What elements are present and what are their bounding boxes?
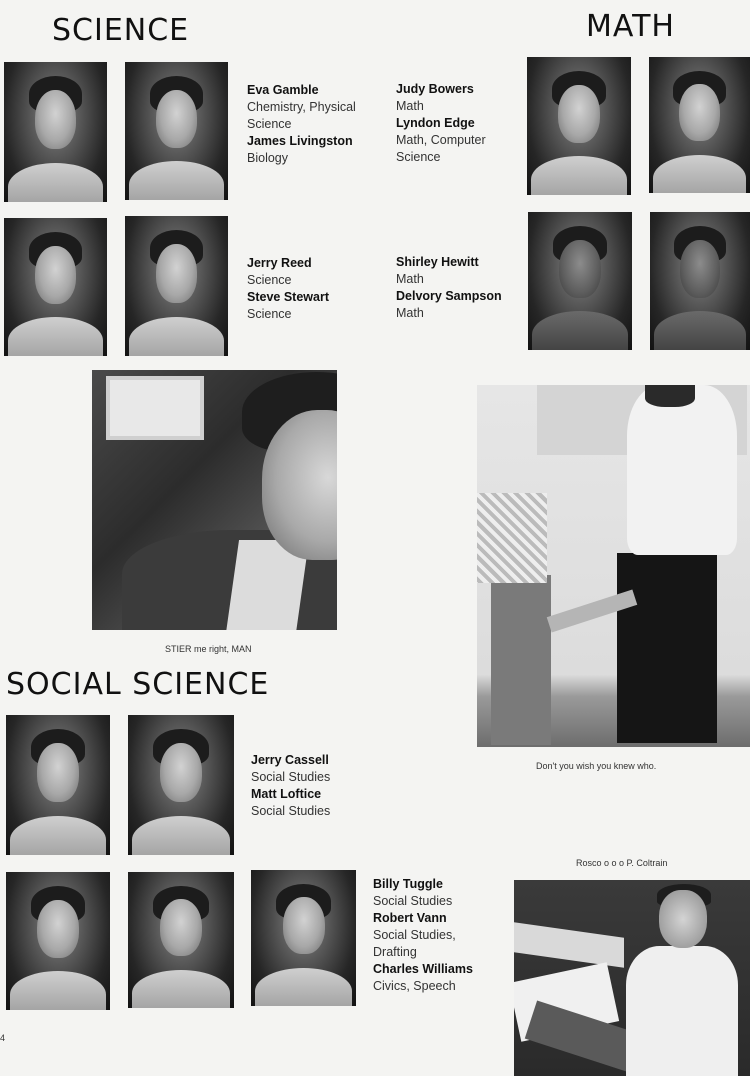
social-science-heading: SOCIAL SCIENCE [6, 667, 270, 702]
portrait-robert-vann [128, 872, 234, 1008]
teacher-subject: Social Studies [373, 894, 453, 908]
teacher-subject: Math [396, 306, 424, 320]
teacher-subject: Science [247, 307, 292, 321]
candid-photo-stier [92, 370, 337, 630]
portrait-jerry-reed [4, 218, 107, 356]
teacher-name: James Livingston [247, 134, 353, 148]
caption-rosco: Rosco o o o P. Coltrain [576, 858, 668, 868]
teacher-subject: Science [247, 117, 292, 131]
portrait-shirley-hewitt [528, 212, 632, 350]
teacher-name: Matt Loftice [251, 787, 322, 801]
teacher-subject: Social Studies [251, 770, 331, 784]
science-heading: SCIENCE [52, 13, 190, 48]
portrait-jerry-cassell [6, 715, 110, 855]
teacher-subject: Social Studies [251, 804, 331, 818]
teacher-subject: Chemistry, Physical [247, 100, 356, 114]
teacher-subject: Math, Computer [396, 133, 486, 147]
portrait-matt-loftice [128, 715, 234, 855]
portrait-eva-gamble [4, 62, 107, 202]
teacher-subject: Science [396, 150, 441, 164]
teacher-subject: Biology [247, 151, 288, 165]
portrait-lyndon-edge [649, 57, 750, 193]
science-names-row2 [247, 255, 329, 323]
science-names-row1 [247, 82, 356, 167]
math-heading: MATH [586, 9, 675, 44]
teacher-name: Delvory Sampson [396, 289, 502, 303]
page-number: 4 [0, 1033, 6, 1043]
teacher-name: Robert Vann [373, 911, 447, 925]
teacher-subject: Civics, Speech [373, 979, 456, 993]
math-names-row2 [396, 254, 502, 322]
portrait-steve-stewart [125, 216, 228, 356]
teacher-name: Eva Gamble [247, 83, 319, 97]
candid-photo-rosco [514, 880, 750, 1076]
teacher-name: Lyndon Edge [396, 116, 475, 130]
caption-stier: STIER me right, MAN [165, 644, 252, 654]
social-names-row2 [373, 876, 473, 995]
candid-photo-action [477, 385, 750, 747]
teacher-name: Charles Williams [373, 962, 473, 976]
teacher-subject: Social Studies, [373, 928, 456, 942]
teacher-subject: Drafting [373, 945, 417, 959]
social-names-row1 [251, 752, 330, 820]
caption-wish: Don't you wish you knew who. [536, 761, 657, 771]
teacher-name: Jerry Reed [247, 256, 312, 270]
teacher-subject: Math [396, 272, 424, 286]
teacher-name: Judy Bowers [396, 82, 474, 96]
teacher-name: Steve Stewart [247, 290, 329, 304]
portrait-judy-bowers [527, 57, 631, 195]
teacher-name: Billy Tuggle [373, 877, 443, 891]
teacher-subject: Math [396, 99, 424, 113]
teacher-subject: Science [247, 273, 292, 287]
portrait-billy-tuggle [6, 872, 110, 1010]
portrait-james-livingston [125, 62, 228, 200]
teacher-name: Jerry Cassell [251, 753, 329, 767]
portrait-charles-williams [251, 870, 356, 1006]
teacher-name: Shirley Hewitt [396, 255, 479, 269]
math-names-row1 [396, 81, 486, 166]
portrait-delvory-sampson [650, 212, 750, 350]
